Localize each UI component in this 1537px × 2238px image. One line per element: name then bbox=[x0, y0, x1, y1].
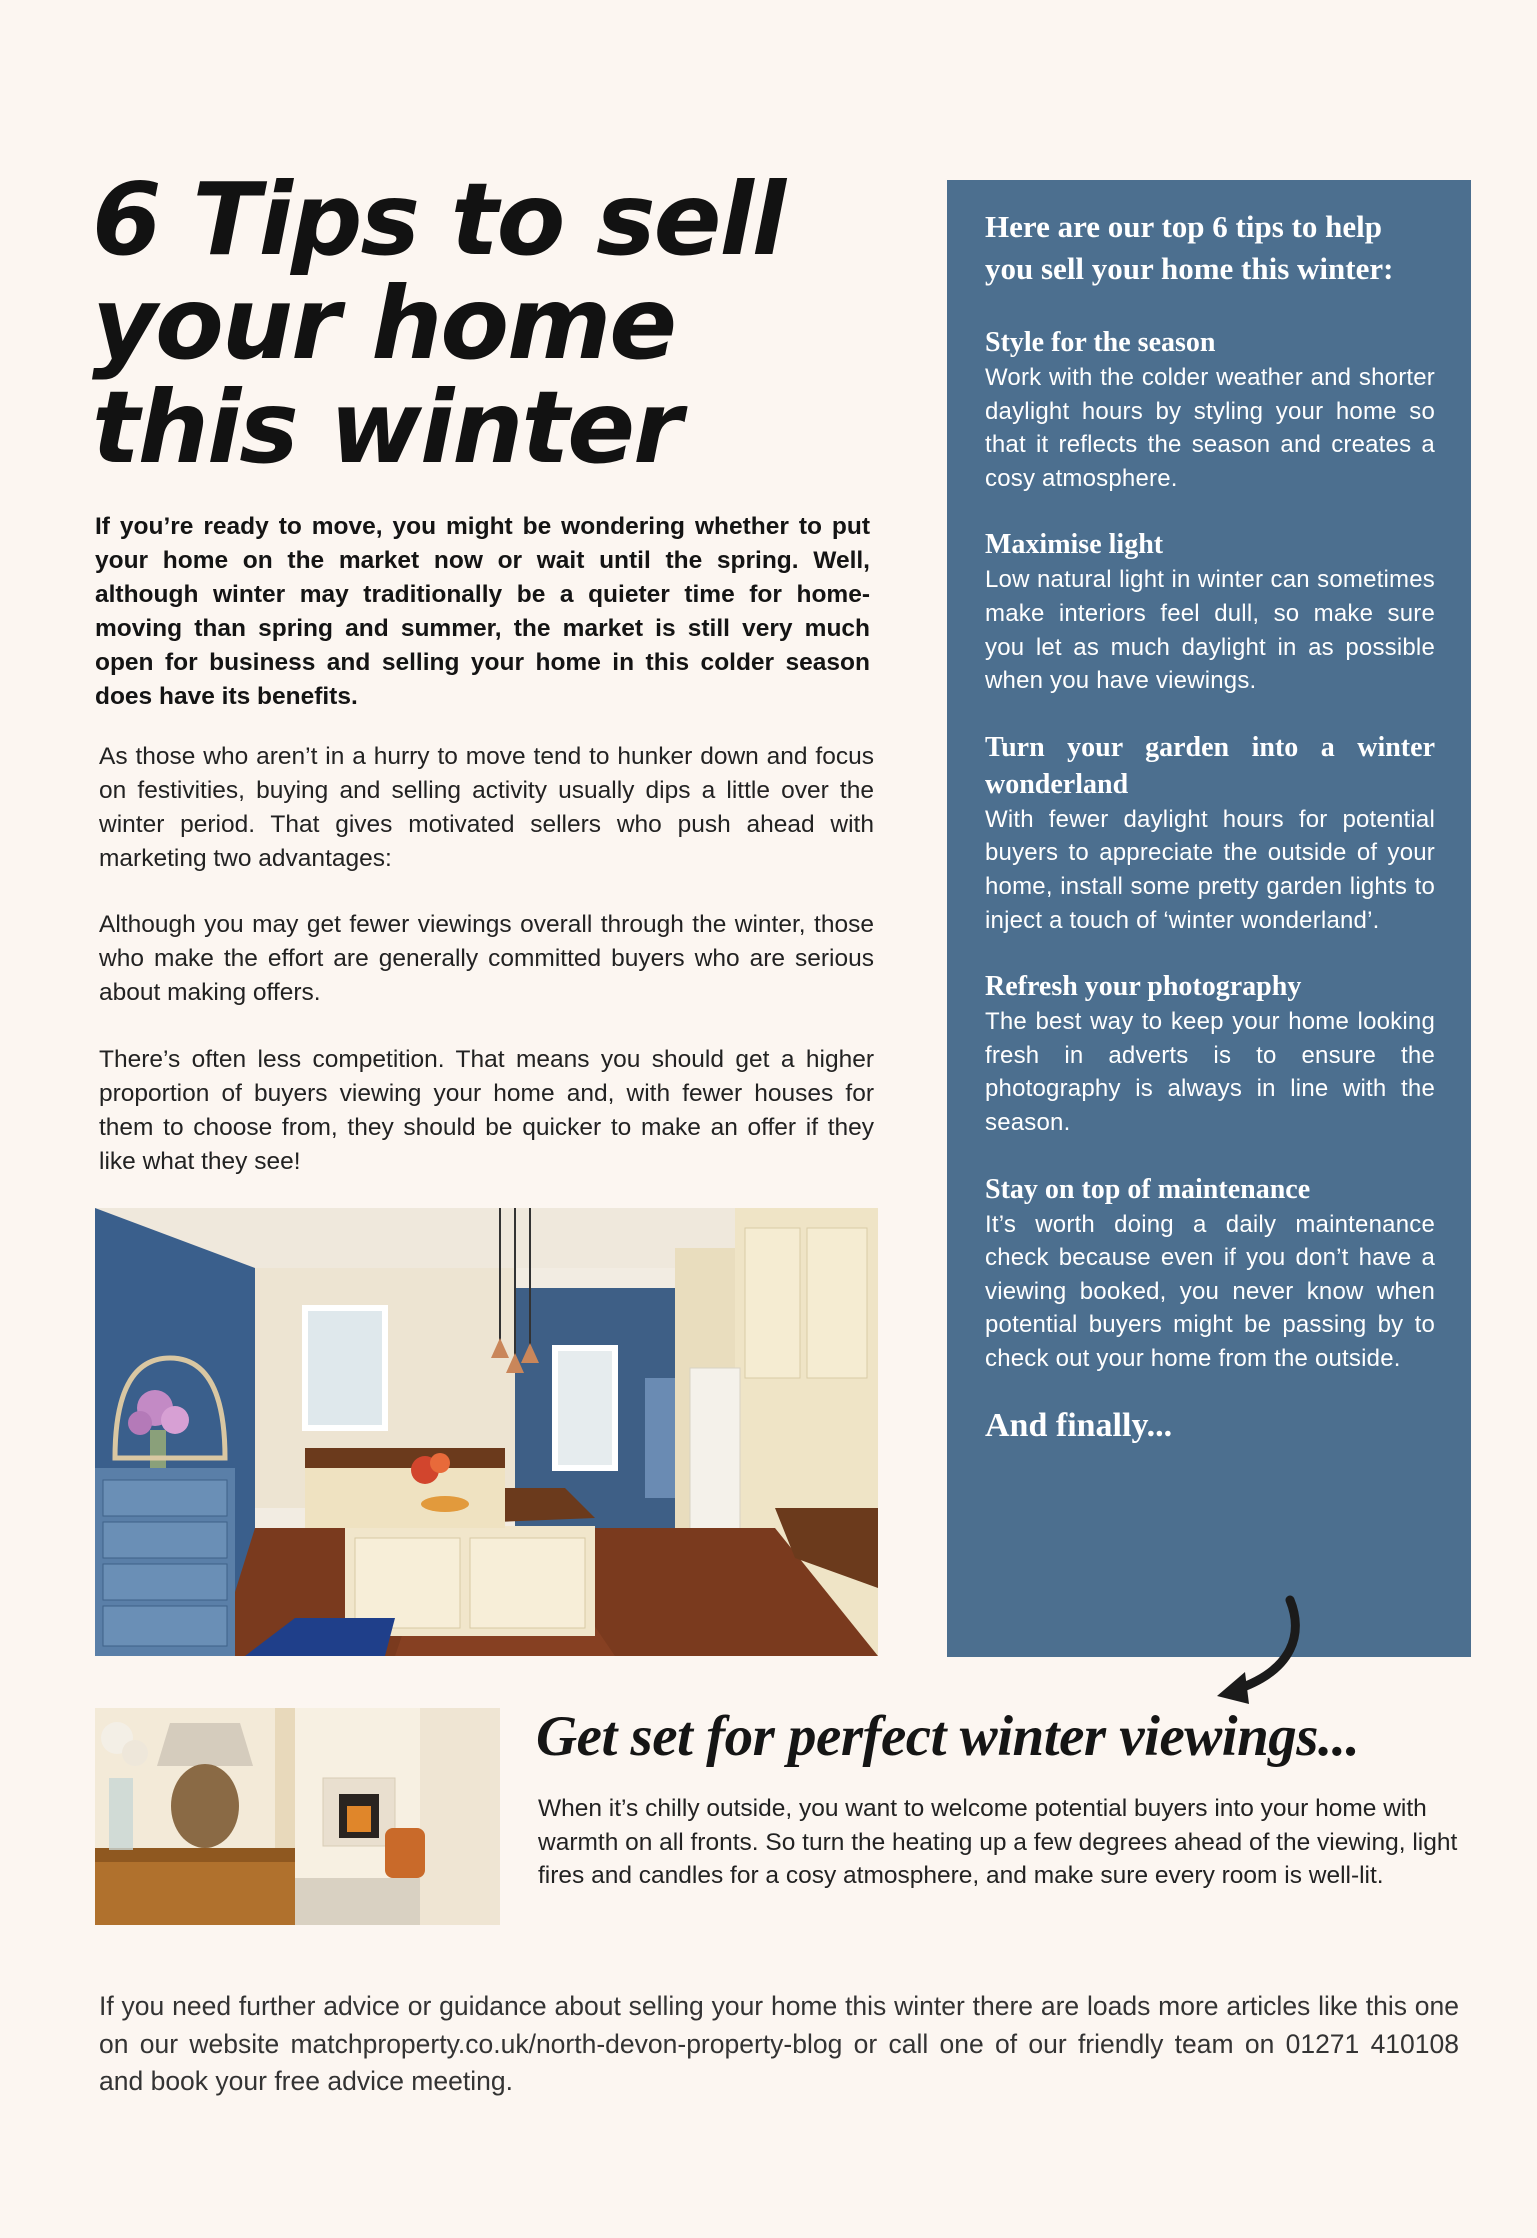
title-line: this winter bbox=[92, 369, 681, 486]
page-title bbox=[92, 161, 872, 486]
tip-text: Work with the colder weather and shorter daylight hours by styling your home so that it reflects the season and creates a cosy atmosphere. bbox=[985, 364, 1435, 492]
tip-text: The best way to keep your home looking fresh in adverts is to ensure the photography is always in line with the season. bbox=[985, 1008, 1435, 1136]
tip bbox=[985, 324, 1435, 495]
body-paragraph: Although you may get fewer viewings overall through the winter, those who make the effort are generally committed buyers who are serious about making offers. bbox=[99, 911, 874, 1006]
tip-text: It’s worth doing a daily maintenance check because even if you don’t have a viewing booked, you never know when potential buyers might be passing by to check out your home from the outside. bbox=[985, 1210, 1435, 1372]
fireplace-photo bbox=[95, 1708, 500, 1925]
tip-text: Low natural light in winter can sometimes make interiors feel dull, so make sure you let as much daylight in as possible when you have viewings. bbox=[985, 566, 1435, 695]
tip bbox=[985, 1171, 1435, 1376]
tip-title: Stay on top of maintenance bbox=[985, 1173, 1311, 1205]
kitchen-photo bbox=[95, 1208, 878, 1656]
tip bbox=[985, 729, 1435, 937]
intro-paragraph: If you’re ready to move, you might be wondering whether to put your home on the market now or wait until the spring. Well, although winter may traditionally be a quieter time for home-moving than spring and summer, the market is still very much open for business and selling your home in this colder season does have its benefits. bbox=[95, 513, 870, 710]
tip-title: Maximise light bbox=[985, 529, 1164, 561]
title-line: 6 Tips to sell bbox=[92, 161, 785, 278]
section-heading: Get set for perfect winter viewings... bbox=[536, 1705, 1360, 1768]
tip-title: Refresh your photography bbox=[985, 971, 1302, 1003]
curved-arrow-icon bbox=[1205, 1592, 1315, 1712]
tip-title: Style for the season bbox=[985, 327, 1216, 358]
tip bbox=[985, 526, 1435, 697]
title-line: your home bbox=[92, 265, 676, 382]
footer-text: If you need further advice or guidance about selling your home this winter there are loads more articles like this one on our website matchproperty.co.uk/north-devon-property-blog or call one of our friendly team on 01271 410108 and book your free advice meeting. bbox=[99, 1991, 1459, 2096]
tips-panel bbox=[947, 180, 1471, 1657]
tip bbox=[985, 968, 1435, 1139]
tip-title: Turn your garden into a winter wonderland bbox=[985, 731, 1435, 800]
body-paragraph: There’s often less competition. That means you should get a higher proportion of buyers viewing your home and, with fewer houses for them to choose from, they should be quicker to make an offer if they like what they see! bbox=[99, 1046, 874, 1175]
body-paragraph: As those who aren’t in a hurry to move tend to hunker down and focus on festivities, buying and selling activity usually dips a little over the winter period. That gives motivated sellers who push ahead with marketing two advantages: bbox=[99, 743, 874, 872]
tip-text: With fewer daylight hours for potential buyers to appreciate the outside of your home, install some pretty garden lights to inject a touch of ‘winter wonderland’. bbox=[985, 805, 1435, 934]
section-body: When it’s chilly outside, you want to welcome potential buyers into your home with warmth on all fronts. So turn the heating up a few degrees ahead of the viewing, light fires and candles for a cosy atmosphere, and make sure every room is well-lit. bbox=[538, 1795, 1458, 1890]
and-finally-label: And finally... bbox=[985, 1407, 1173, 1445]
tips-lead: Here are our top 6 tips to help you sell your home this winter: bbox=[985, 209, 1394, 286]
